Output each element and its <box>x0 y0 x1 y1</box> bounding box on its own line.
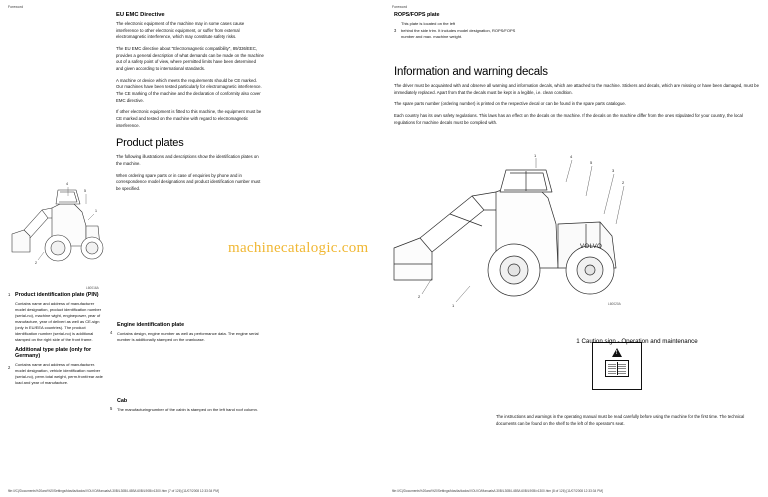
product-plates-paragraph: When ordering spare parts or in case of enquiries by phone and in correspondence model designations and product identification number must be specified. <box>116 172 261 191</box>
engine-plate-text: Contains design, engine number as well as performance data. The engine serial number is additionally stamped on the crankcase. <box>117 331 259 342</box>
figure-caption-right: L60020A <box>608 302 621 306</box>
svg-text:2: 2 <box>35 261 37 265</box>
plate-text: Contains name and address of manufacturer model designation, product identification number (serial-no), machine wight, enginepower, year of manufacture, year of deliveri as well as CE-sign (only in EU/EEA countries). The product identification number (serial-no) is additional stamped on the right side of the front frame. <box>15 301 102 342</box>
list-item-number: 2 <box>8 365 11 370</box>
caution-sign-title: 1 Caution sign - Operation and maintenance <box>576 338 698 345</box>
svg-text:1: 1 <box>95 209 97 213</box>
engine-plate-item <box>110 322 264 347</box>
cab-item <box>110 398 264 417</box>
cab-title: Cab <box>117 398 128 404</box>
product-plates-paragraph: The following illustrations and descriptions show the identification plates on the machine. <box>116 154 259 166</box>
svg-text:2: 2 <box>418 294 421 299</box>
wheel-loader-illustration-right <box>386 152 636 312</box>
plate-text: Contains name and address of manufacturer. model designation, vehicle identification number (serial-no), perm.total weight, perm.front/rear axle load and year of manufacture. <box>15 362 103 385</box>
svg-text:4: 4 <box>66 182 68 186</box>
footer-left: file:///C|/Documents%20and%20Settings/tdavila/dados/VOLVO/Manuals/L30B/L30B/L45B/L60B/L90B/v1300.htm (7 of 126) [11/07/2008 12:33:34 PM] <box>8 489 219 493</box>
eu-emc-paragraph: The EU EMC directive about "Electromagnetic compatibility", 89/336/EEC, provides a general description of what demands can be made on the machine out of a safety point of view, where permitted limits have been determined and given according to international standards. <box>116 45 264 71</box>
eu-emc-paragraph: If other electronic equipment is fitted to this machine, the equipment must be CE marked and tested on the machine with regard to electromagnetic interference. <box>116 109 262 128</box>
rops-fops-title: ROPS/FOPS plate <box>394 12 440 18</box>
caution-sign-text: The instructions and warnings in the operating manual must be read carefully before using the machine for the first time. The technical documents can be found on the shelf to the left of the operator's seat. <box>496 414 745 426</box>
plate-title: Additional type plate (only for Germany) <box>15 347 92 359</box>
plate-list <box>8 292 104 390</box>
list-item-number: 1 <box>8 292 11 297</box>
rops-fops-line: This plate is located on the left <box>401 21 456 26</box>
rops-fops-line: behind the side trim. It includes model designation, ROPS/FOPS number and max. machine weight. <box>401 28 516 39</box>
svg-text:2: 2 <box>622 180 625 185</box>
watermark: machinecatalogic.com <box>228 240 369 256</box>
list-item <box>8 347 104 386</box>
svg-text:1: 1 <box>534 153 537 158</box>
warning-triangle-icon <box>612 348 622 357</box>
info-warning-paragraph: Each country has its own safety regulations. This laws has an effect on the decals on the machine. If the decals on the machine differ from the ones stipulated for your country, the local regulations for machine decals must be complied with. <box>394 112 743 125</box>
product-plates-title: Product plates <box>116 137 184 150</box>
rops-fops-section <box>394 12 516 44</box>
svg-text:1: 1 <box>452 303 455 308</box>
eu-emc-paragraph: The electronic equipment of the machine may in some cases cause interference to other electronic equipment, or suffer from external electromagnetic interference, which may constitute safety risks. <box>116 21 245 40</box>
list-item-number: 5 <box>110 406 113 411</box>
engine-plate-title: Engine identification plate <box>117 322 185 328</box>
eu-emc-section <box>116 12 264 197</box>
footer-right: file:///C|/Documents%20and%20Settings/tdavila/dados/VOLVO/Manuals/L30B/L30B/L45B/L60B/L90B/v1300.htm (8 of 126) [11/07/2008 12:33:34 PM] <box>392 489 603 493</box>
cab-text: The manufacturingnumber of the cabin is stamped on the left hand roof column. <box>117 407 258 412</box>
eu-emc-title: EU EMC Directive <box>116 12 165 18</box>
info-warning-paragraph: The spare parts number (ordering number) is printed on the respective decal or can be found in the spare parts catalogue. <box>394 101 626 107</box>
info-warning-paragraph: The driver must be acquainted with and observe all warning and information decals, which are attached to the machine. Stickers and decals, which are missing or have been damaged, must be immediately replaced. Apart from that the decals must be kept in a legible, i.e. clean condition. <box>394 83 759 95</box>
wheel-loader-illustration-left <box>8 160 104 285</box>
svg-text:3: 3 <box>612 168 615 173</box>
list-item <box>8 292 104 343</box>
info-warning-title: Information and warning decals <box>394 66 548 78</box>
figure-caption-left: L60016A <box>86 286 99 290</box>
svg-text:4: 4 <box>570 154 573 159</box>
svg-text:5: 5 <box>84 189 86 193</box>
list-item-number: 4 <box>110 330 113 335</box>
list-item-number: 3 <box>394 28 397 33</box>
brand-label: VOLVO <box>580 244 603 250</box>
operating-manual-icon <box>605 360 629 377</box>
svg-text:5: 5 <box>590 160 593 165</box>
info-warning-section <box>394 66 760 131</box>
header-right: Foreword <box>392 5 408 9</box>
plate-title: Product identification plate (PIN) <box>15 292 99 298</box>
header-left: Foreword <box>8 5 24 9</box>
caution-decal-image <box>592 342 642 390</box>
page-right <box>384 0 768 497</box>
eu-emc-paragraph: A machine or device which meets the requirements should be CE marked. Our machines have been tested particularly for electromagnetic interference. The CE marking of the machine and the declaration of conformity also cover EMC directive. <box>116 77 262 103</box>
